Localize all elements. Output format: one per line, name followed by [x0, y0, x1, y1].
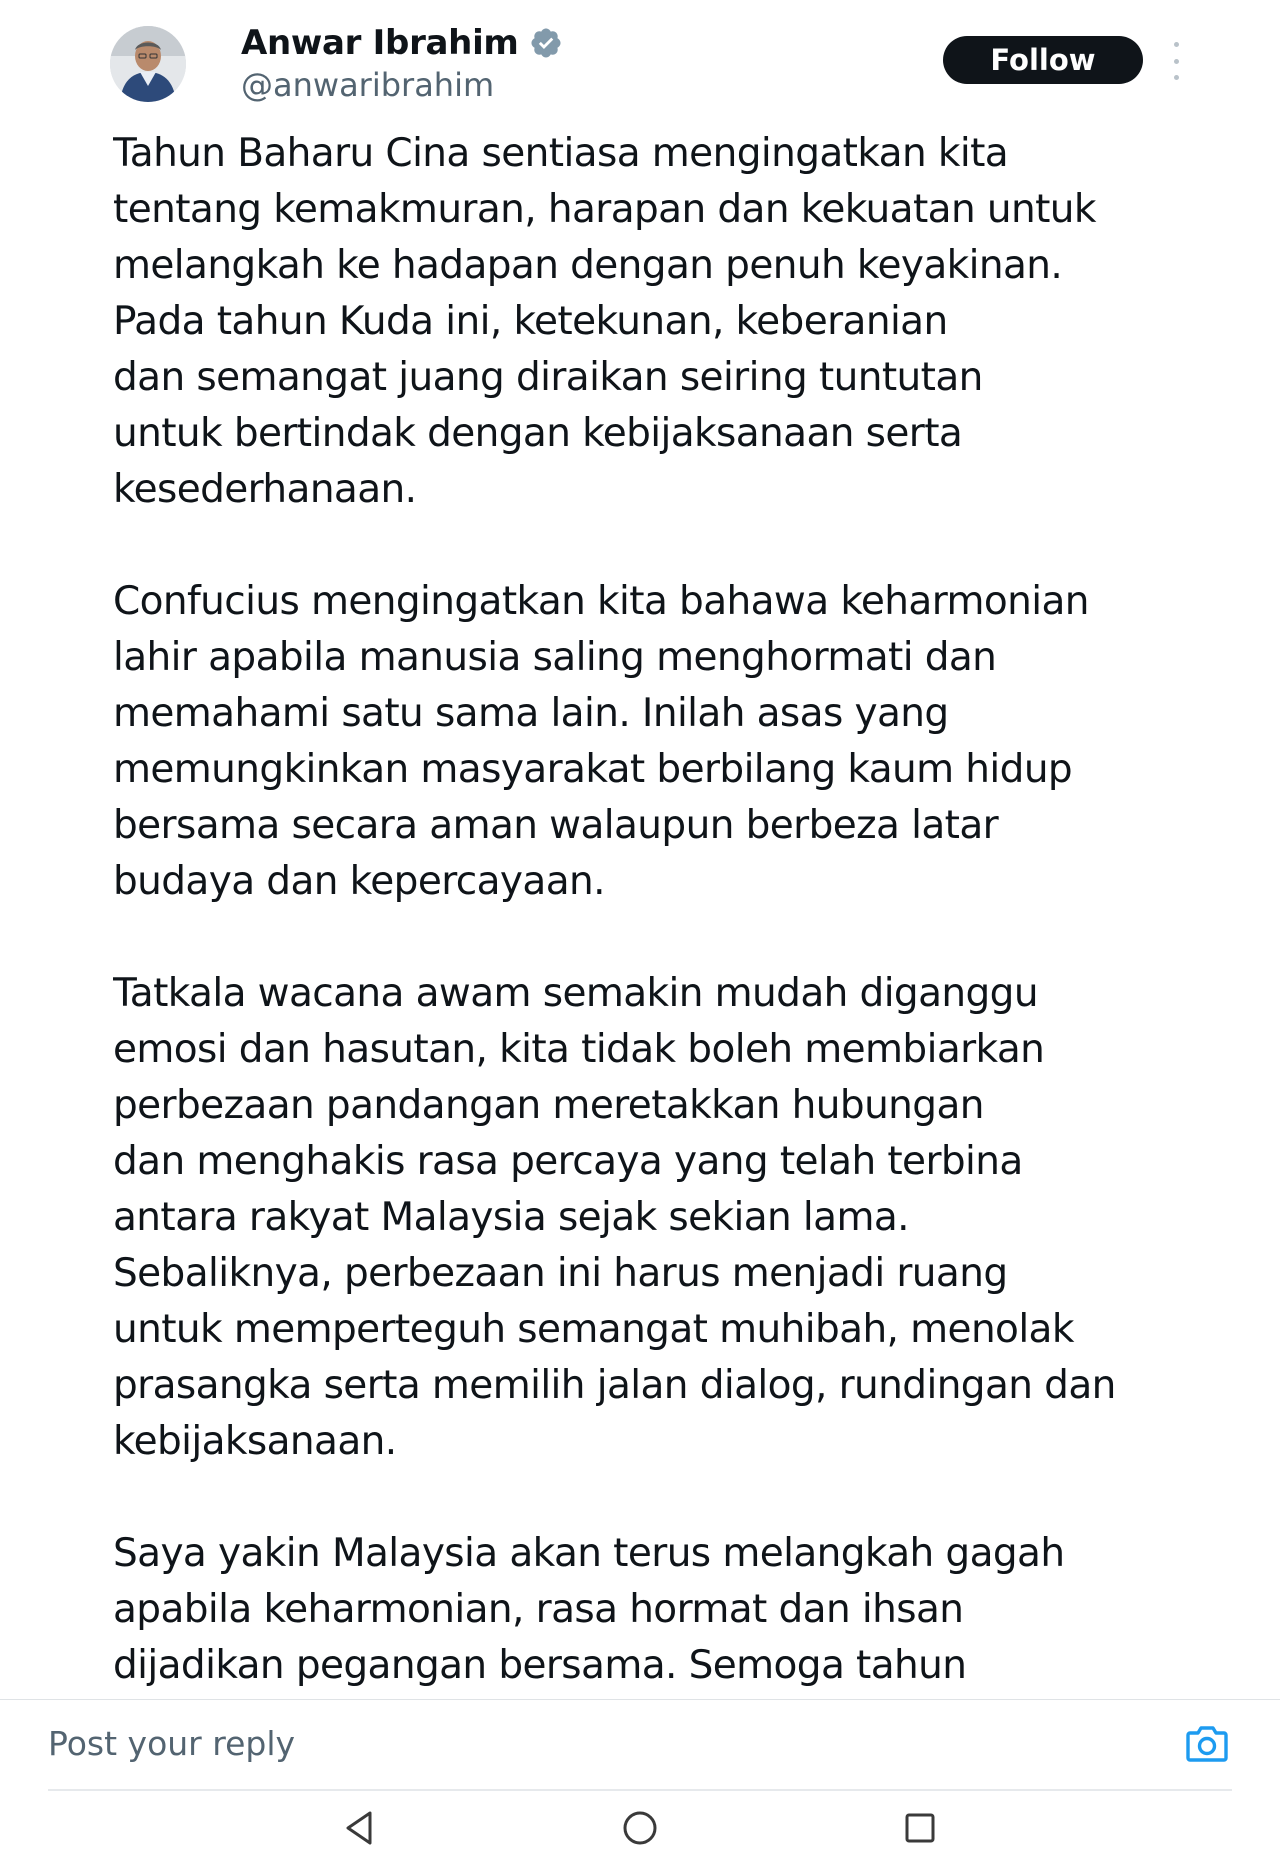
- text-line: Saya yakin Malaysia akan terus melangkah gagah: [113, 1531, 1065, 1576]
- back-triangle-icon[interactable]: [338, 1806, 382, 1850]
- text-line: Sebaliknya, perbezaan ini harus menjadi ruang: [113, 1251, 1008, 1296]
- text-line: memahami satu sama lain. Inilah asas yang: [113, 691, 949, 736]
- text-line: tentang kemakmuran, harapan dan kekuatan untuk: [113, 187, 1096, 232]
- text-line: kebijaksanaan.: [113, 1419, 397, 1464]
- author-display-name[interactable]: Anwar Ibrahim: [241, 23, 519, 63]
- text-line: melangkah ke hadapan dengan penuh keyakinan.: [113, 243, 1063, 288]
- text-line: dan menghakis rasa percaya yang telah terbina: [113, 1139, 1023, 1184]
- post-paragraph: [113, 966, 1173, 1470]
- reply-bar: [0, 1699, 1280, 1792]
- text-line: Pada tahun Kuda ini, ketekunan, keberanian: [113, 299, 948, 344]
- text-line: untuk memperteguh semangat muhibah, menolak: [113, 1307, 1074, 1352]
- text-line: kesederhanaan.: [113, 467, 417, 512]
- text-line: perbezaan pandangan meretakkan hubungan: [113, 1083, 984, 1128]
- text-line: apabila keharmonian, rasa hormat dan ihsan: [113, 1587, 964, 1632]
- text-line: untuk bertindak dengan kebijaksanaan serta: [113, 411, 963, 456]
- text-line: memungkinkan masyarakat berbilang kaum hidup: [113, 747, 1073, 792]
- post-paragraph: [113, 1526, 1173, 1694]
- follow-button[interactable]: Follow: [943, 36, 1143, 84]
- text-line: dijadikan pegangan bersama. Semoga tahun: [113, 1643, 967, 1688]
- more-dot: [1174, 75, 1179, 80]
- text-line: prasangka serta memilih jalan dialog, rundingan dan: [113, 1363, 1116, 1408]
- camera-icon[interactable]: [1186, 1724, 1228, 1762]
- recents-square-icon[interactable]: [898, 1806, 942, 1850]
- author-name-row: [241, 20, 563, 66]
- text-line: lahir apabila manusia saling menghormati dan: [113, 635, 997, 680]
- text-line: Tatkala wacana awam semakin mudah diganggu: [113, 971, 1038, 1016]
- avatar-photo-icon: [110, 26, 186, 102]
- text-line: dan semangat juang diraikan seiring tuntutan: [113, 355, 983, 400]
- home-circle-icon[interactable]: [618, 1806, 662, 1850]
- post-paragraph: [113, 574, 1173, 910]
- text-line: Confucius mengingatkan kita bahawa keharmonian: [113, 579, 1089, 624]
- reply-divider: [48, 1789, 1232, 1791]
- reply-input[interactable]: [48, 1718, 1148, 1768]
- text-line: budaya dan kepercayaan.: [113, 859, 605, 904]
- more-dot: [1174, 42, 1179, 47]
- text-line: antara rakyat Malaysia sejak sekian lama.: [113, 1195, 909, 1240]
- verified-badge-icon: [529, 26, 563, 60]
- more-dot: [1174, 59, 1179, 64]
- more-options-icon[interactable]: [1166, 42, 1186, 80]
- system-navigation-bar: [0, 1792, 1280, 1868]
- avatar[interactable]: [110, 26, 186, 102]
- text-line: bersama secara aman walaupun berbeza latar: [113, 803, 999, 848]
- post-paragraph: [113, 126, 1173, 518]
- post-header: [0, 0, 1280, 130]
- text-line: emosi dan hasutan, kita tidak boleh membiarkan: [113, 1027, 1045, 1072]
- author-handle[interactable]: @anwaribrahim: [241, 66, 495, 104]
- text-line: Tahun Baharu Cina sentiasa mengingatkan kita: [113, 131, 1009, 176]
- post-text: [113, 126, 1173, 1698]
